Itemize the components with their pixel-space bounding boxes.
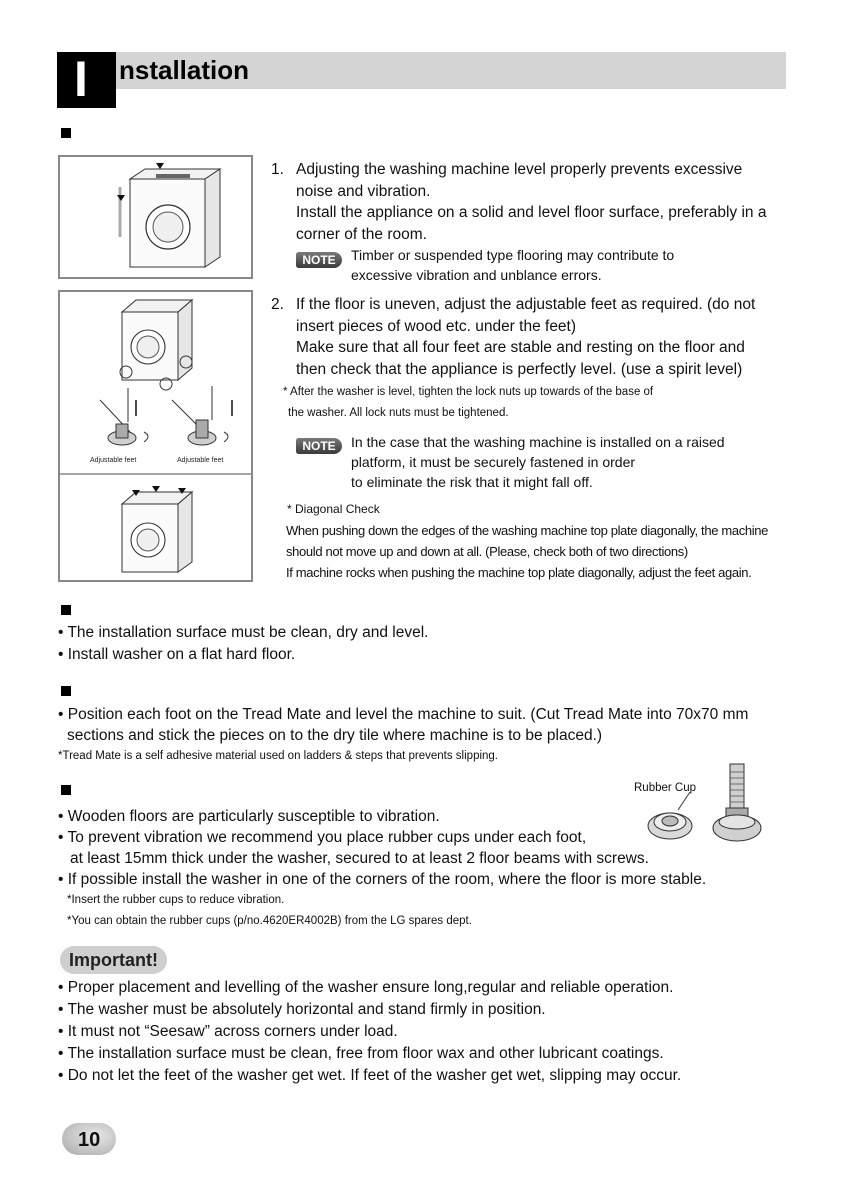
illustration-level-check xyxy=(58,155,253,279)
step-number: 2. xyxy=(271,296,284,313)
rubber-cup-note: *Insert the rubber cups to reduce vibration. xyxy=(67,894,285,906)
tread-mate-footnote: *Tread Mate is a self adhesive material used on ladders & steps that prevents slipping. xyxy=(58,750,499,762)
diagonal-check-title: * Diagonal Check xyxy=(287,502,380,516)
section-marker xyxy=(61,686,71,696)
bullet-item: sections and stick the pieces on to the dry tile where machine is to be placed.) xyxy=(67,727,603,744)
step-line: corner of the room. xyxy=(296,225,427,243)
section-marker xyxy=(61,128,71,138)
note-line: to eliminate the risk that it might fall off. xyxy=(351,474,593,490)
adjust-feet-drawing xyxy=(60,292,251,580)
step-line: noise and vibration. xyxy=(296,182,431,200)
section-marker xyxy=(61,605,71,615)
important-badge: Important! xyxy=(60,946,167,974)
page-title: nstallation xyxy=(119,55,250,85)
bullet-item: • If possible install the washer in one of the corners of the room, where the floor is more stable. xyxy=(58,871,707,888)
page-number: 10 xyxy=(78,1129,101,1151)
note-line: platform, it must be securely fastened in order xyxy=(351,454,636,470)
washer-level-drawing xyxy=(60,157,251,277)
diagonal-check-line: should not move up and down at all. (Please, check both of two directions) xyxy=(286,544,688,559)
bullet-item: • Wooden floors are particularly susceptible to vibration. xyxy=(58,808,440,825)
bullet-item: • Install washer on a flat hard floor. xyxy=(58,646,296,663)
step-line: Make sure that all four feet are stable and resting on the floor and xyxy=(296,339,745,356)
note-line: excessive vibration and unblance errors. xyxy=(351,267,602,283)
step-line: Install the appliance on a solid and level floor surface, preferably in a xyxy=(296,204,767,221)
lock-nut-note: the washer. All lock nuts must be tightened. xyxy=(288,407,509,419)
rubber-cup-label: Rubber Cup xyxy=(634,782,697,794)
note-line: Timber or suspended type flooring may contribute to xyxy=(351,247,675,263)
step-number: 1. xyxy=(271,161,284,178)
diagonal-check-line: If machine rocks when pushing the machine top plate diagonally, adjust the feet again. xyxy=(286,565,752,580)
illustration-adjust-feet xyxy=(58,290,253,582)
step-2 xyxy=(271,294,811,384)
important-bullet: • It must not “Seesaw” across corners under load. xyxy=(58,1023,398,1040)
bullet-item: at least 15mm thick under the washer, secured to at least 2 floor beams with screws. xyxy=(70,850,649,867)
step-1 xyxy=(271,159,811,249)
important-bullet: • The washer must be absolutely horizontal and stand firmly in position. xyxy=(58,1001,546,1018)
rubber-cup-icon xyxy=(646,760,771,846)
adjustable-feet-label-right: Adjustable feet xyxy=(177,457,224,464)
note-line: In the case that the washing machine is installed on a raised xyxy=(351,434,725,450)
adjustable-feet-label-left: Adjustable feet xyxy=(90,457,137,464)
diagonal-check-line: When pushing down the edges of the washing machine top plate diagonally, the machine xyxy=(286,523,769,538)
step-line: then check that the appliance is perfectly level. (use a spirit level) xyxy=(296,360,743,378)
note-badge: NOTE xyxy=(296,252,342,268)
bullet-item: • Position each foot on the Tread Mate and level the machine to suit. (Cut Tread Mate into 70x70 mm xyxy=(58,706,749,723)
step-line: insert pieces of wood etc. under the feet) xyxy=(296,317,577,335)
section-marker xyxy=(61,785,71,795)
note-badge: NOTE xyxy=(296,438,342,454)
step-line: Adjusting the washing machine level properly prevents excessive xyxy=(296,161,743,178)
bullet-item: • To prevent vibration we recommend you place rubber cups under each foot, xyxy=(58,829,587,846)
rubber-cup-note: *You can obtain the rubber cups (p/no.4620ER4002B) from the LG spares dept. xyxy=(67,915,472,927)
bullet-item: • The installation surface must be clean, dry and level. xyxy=(58,624,429,641)
important-bullet: • Do not let the feet of the washer get wet. If feet of the washer get wet, slipping may occur. xyxy=(58,1067,682,1084)
important-bullet: • The installation surface must be clean, free from floor wax and other lubricant coatings. xyxy=(58,1045,664,1062)
important-bullet: • Proper placement and levelling of the washer ensure long,regular and reliable operation. xyxy=(58,979,674,996)
step-line: If the floor is uneven, adjust the adjustable feet as required. (do not xyxy=(296,296,756,313)
lock-nut-note: * After the washer is level, tighten the lock nuts up towards of the base of xyxy=(283,386,654,398)
header-initial-letter: I xyxy=(74,51,88,107)
